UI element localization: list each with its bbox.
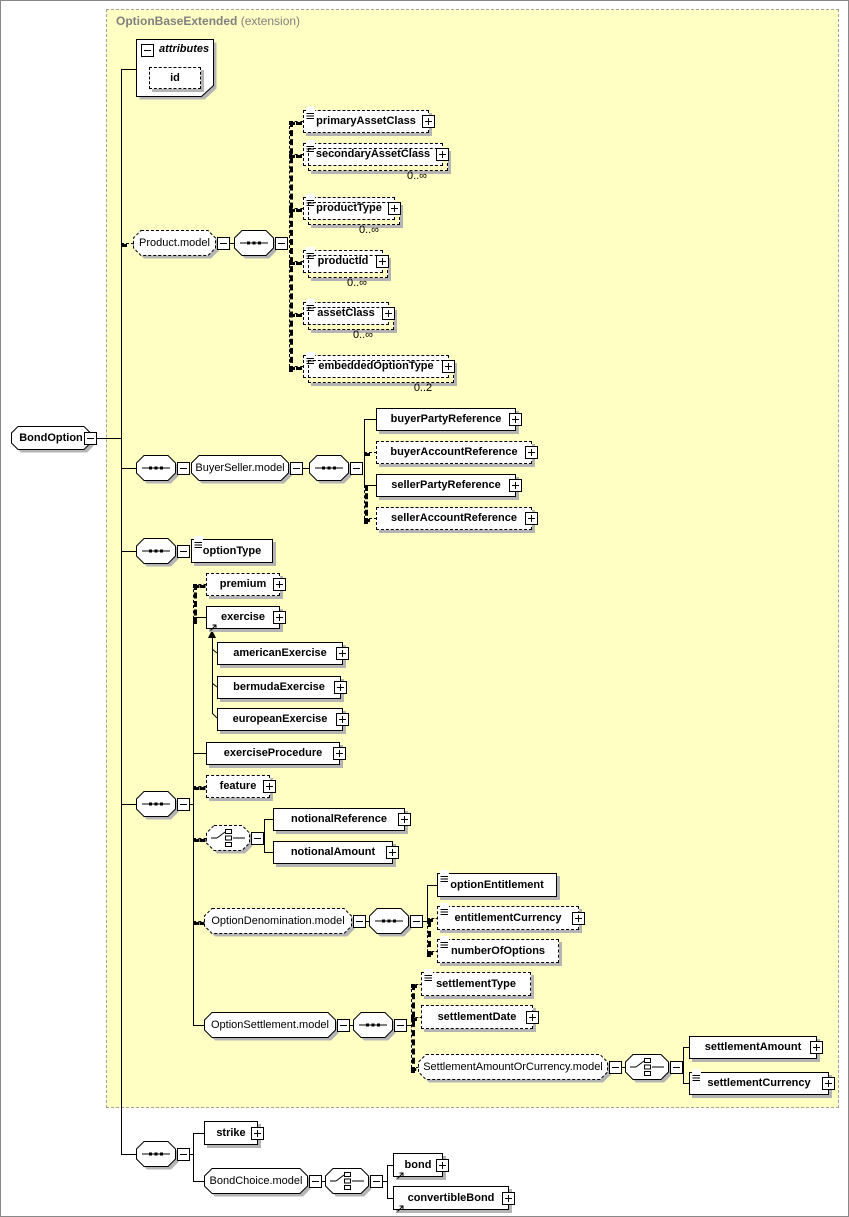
expand-icon[interactable]: [436, 1159, 449, 1172]
sequence-option-denomination-sequence[interactable]: [369, 908, 409, 934]
element-settlement-currency-label: settlementCurrency: [707, 1077, 811, 1089]
connector-line: [683, 1047, 684, 1083]
element-product-id[interactable]: [303, 250, 383, 273]
connector-line: [121, 69, 136, 70]
attributes-label: attributes: [159, 43, 210, 55]
model-group-buyer-seller-model[interactable]: [191, 455, 289, 481]
choice-bond-choice[interactable]: [325, 1168, 369, 1194]
expand-icon[interactable]: [422, 115, 435, 128]
element-option-type-label: optionType: [202, 545, 262, 557]
element-premium[interactable]: [206, 573, 280, 596]
element-premium-label: premium: [219, 578, 267, 590]
model-group-settlement-amount-or-currency-model[interactable]: [418, 1054, 608, 1080]
model-group-product-model-label: Product.model: [139, 237, 210, 249]
connector-line: [212, 638, 213, 713]
connector-line: [364, 419, 376, 420]
attribute-id[interactable]: [149, 67, 201, 89]
type-marker-icon: [306, 194, 315, 202]
type-marker-icon: [306, 299, 315, 307]
occurrence-label: 0..2: [413, 382, 433, 394]
element-settlement-date-label: settlementDate: [437, 1011, 517, 1023]
element-number-of-options[interactable]: [437, 939, 559, 963]
connector-line: [427, 885, 437, 886]
expand-icon[interactable]: [572, 912, 585, 925]
expand-icon[interactable]: [526, 1011, 539, 1024]
collapse-icon[interactable]: [309, 1175, 322, 1188]
element-bermuda-exercise-label: bermudaExercise: [233, 681, 325, 693]
attributes-panel[interactable]: [136, 39, 214, 97]
connector-line: [387, 1165, 388, 1198]
connector-line: [121, 468, 136, 469]
collapse-icon[interactable]: [370, 1175, 383, 1188]
extension-title-name: OptionBaseExtended: [116, 14, 238, 28]
expand-icon[interactable]: [336, 713, 349, 726]
expand-icon[interactable]: [525, 512, 538, 525]
element-seller-account-reference[interactable]: [376, 507, 532, 530]
expand-icon[interactable]: [273, 578, 286, 591]
element-strike-label: strike: [216, 1127, 246, 1139]
element-bermuda-exercise[interactable]: [217, 676, 341, 699]
element-exercise-procedure-label: exerciseProcedure: [223, 747, 323, 759]
connector-line: [364, 485, 376, 486]
collapse-icon[interactable]: [290, 462, 303, 475]
collapse-icon[interactable]: [177, 545, 190, 558]
choice-notional-choice[interactable]: [206, 825, 250, 851]
expand-icon[interactable]: [251, 1127, 264, 1140]
element-notional-amount[interactable]: [273, 841, 393, 864]
connector-line: [427, 885, 428, 921]
collapse-icon[interactable]: [410, 915, 423, 928]
element-embedded-option-type-label: embeddedOptionType: [318, 360, 434, 372]
collapse-icon[interactable]: [275, 237, 288, 250]
substitution-arrow-icon: [209, 619, 218, 628]
element-entitlement-currency[interactable]: [437, 906, 579, 930]
expand-icon[interactable]: [502, 1192, 515, 1205]
expand-icon[interactable]: [376, 255, 389, 268]
expand-icon[interactable]: [333, 747, 346, 760]
occurrence-label: 0..∞: [358, 224, 380, 236]
expand-icon[interactable]: [386, 846, 399, 859]
model-group-option-settlement-model-label: OptionSettlement.model: [210, 1019, 329, 1031]
expand-icon[interactable]: [336, 647, 349, 660]
collapse-icon[interactable]: [337, 1019, 350, 1032]
element-european-exercise[interactable]: [217, 708, 343, 731]
element-secondary-asset-class[interactable]: [303, 143, 443, 166]
element-asset-class[interactable]: [303, 302, 389, 325]
element-seller-party-reference[interactable]: [376, 474, 516, 497]
connector-line: [97, 438, 121, 439]
model-group-bond-choice-model-label: BondChoice.model: [209, 1175, 303, 1187]
type-marker-icon: [306, 140, 315, 148]
model-group-product-model[interactable]: [133, 230, 216, 256]
type-marker-icon: [692, 1069, 701, 1077]
connector-line: [193, 1133, 194, 1181]
expand-icon[interactable]: [263, 780, 276, 793]
connector-line: [193, 618, 194, 1025]
connector-line: [289, 121, 293, 372]
type-marker-icon: [424, 969, 433, 977]
model-group-option-settlement-model[interactable]: [204, 1012, 336, 1038]
collapse-icon[interactable]: [353, 915, 366, 928]
collapse-icon[interactable]: [217, 237, 230, 250]
element-product-type[interactable]: [303, 197, 395, 220]
collapse-icon[interactable]: [350, 462, 363, 475]
connector-line: [121, 551, 136, 552]
element-settlement-amount[interactable]: [689, 1036, 817, 1059]
element-notional-reference-label: notionalReference: [291, 813, 387, 825]
expand-icon[interactable]: [442, 360, 455, 373]
connector-line: [264, 819, 273, 820]
expand-icon[interactable]: [810, 1041, 823, 1054]
connector-line: [121, 69, 122, 1154]
element-notional-reference[interactable]: [273, 808, 405, 831]
sequence-option-settlement-sequence[interactable]: [353, 1012, 393, 1038]
occurrence-label: 0..∞: [352, 329, 374, 341]
element-secondary-asset-class-label: secondaryAssetClass: [315, 148, 431, 160]
collapse-icon[interactable]: [670, 1061, 683, 1074]
connector-line: [411, 984, 415, 1073]
substitution-arrow-icon: [396, 1200, 405, 1209]
collapse-icon[interactable]: [177, 798, 190, 811]
element-asset-class-label: assetClass: [317, 307, 375, 319]
element-primary-asset-class[interactable]: [303, 110, 429, 133]
expand-icon[interactable]: [382, 307, 395, 320]
element-exercise-procedure[interactable]: [206, 742, 340, 765]
collapse-icon[interactable]: [394, 1019, 407, 1032]
element-seller-account-reference-label: sellerAccountReference: [391, 512, 517, 524]
expand-icon[interactable]: [388, 202, 401, 215]
connector-line: [193, 1133, 204, 1134]
sequence-buyer-seller-outer-sequence[interactable]: [136, 455, 176, 481]
expand-icon[interactable]: [398, 813, 411, 826]
connector-line: [264, 819, 265, 852]
element-option-entitlement[interactable]: [437, 873, 557, 897]
type-marker-icon: [194, 536, 203, 544]
element-option-entitlement-label: optionEntitlement: [450, 879, 544, 891]
expand-icon[interactable]: [436, 148, 449, 161]
element-convertible-bond[interactable]: [393, 1186, 509, 1210]
element-american-exercise[interactable]: [217, 642, 343, 665]
type-marker-icon: [440, 870, 449, 878]
occurrence-label: 0..∞: [346, 277, 368, 289]
element-convertible-bond-label: convertibleBond: [407, 1192, 495, 1204]
element-settlement-type-label: settlementType: [436, 978, 516, 990]
attribute-id-label: id: [170, 72, 180, 84]
connector-line: [264, 852, 273, 853]
element-american-exercise-label: americanExercise: [233, 647, 327, 659]
sequence-main-sequence[interactable]: [136, 791, 176, 817]
element-bond-option-label: BondOption: [19, 432, 83, 444]
type-marker-icon: [306, 107, 315, 115]
collapse-icon[interactable]: [177, 1148, 190, 1161]
connector-line: [193, 753, 206, 754]
element-european-exercise-label: europeanExercise: [232, 713, 328, 725]
element-settlement-currency[interactable]: [689, 1072, 829, 1095]
collapse-icon[interactable]: [251, 832, 264, 845]
element-buyer-party-reference-label: buyerPartyReference: [390, 413, 502, 425]
extension-title: [116, 14, 300, 28]
element-seller-party-reference-label: sellerPartyReference: [391, 479, 501, 491]
element-strike[interactable]: [204, 1121, 258, 1145]
expand-icon[interactable]: [822, 1077, 835, 1090]
collapse-icon[interactable]: [141, 44, 154, 57]
type-marker-icon: [306, 247, 315, 255]
model-group-bond-choice-model[interactable]: [204, 1168, 308, 1194]
substitution-arrow-icon: [396, 1167, 405, 1176]
element-number-of-options-label: numberOfOptions: [450, 945, 546, 957]
element-exercise-label: exercise: [220, 611, 266, 623]
sequence-product-sequence[interactable]: [234, 230, 274, 256]
model-group-buyer-seller-model-label: BuyerSeller.model: [195, 462, 285, 474]
element-feature[interactable]: [206, 775, 270, 798]
element-bond-option[interactable]: [11, 426, 91, 450]
element-settlement-amount-label: settlementAmount: [704, 1041, 802, 1053]
type-marker-icon: [306, 352, 315, 360]
collapse-icon[interactable]: [84, 432, 97, 445]
element-buyer-party-reference[interactable]: [376, 408, 516, 431]
occurrence-label: 0..∞: [406, 170, 428, 182]
element-bond-label: bond: [404, 1159, 432, 1171]
element-product-type-label: productType: [316, 202, 382, 214]
connector-line: [121, 1154, 136, 1155]
expand-icon[interactable]: [525, 446, 538, 459]
model-group-option-denomination-model-label: OptionDenomination.model: [211, 915, 345, 927]
connector-line: [193, 617, 206, 618]
type-marker-icon: [440, 903, 449, 911]
extension-title-kind: (extension): [237, 14, 301, 28]
sequence-bottom-sequence[interactable]: [136, 1141, 176, 1167]
expand-icon[interactable]: [334, 681, 347, 694]
element-feature-label: feature: [219, 780, 257, 792]
element-settlement-date[interactable]: [421, 1005, 533, 1029]
element-exercise[interactable]: [206, 606, 280, 629]
element-notional-amount-label: notionalAmount: [290, 846, 376, 858]
element-option-type[interactable]: [191, 539, 273, 563]
element-entitlement-currency-label: entitlementCurrency: [454, 912, 562, 924]
expand-icon[interactable]: [273, 611, 286, 624]
element-product-id-label: productId: [317, 255, 369, 267]
collapse-icon[interactable]: [177, 462, 190, 475]
model-group-option-denomination-model[interactable]: [204, 908, 352, 934]
collapse-icon[interactable]: [609, 1061, 622, 1074]
connector-line: [121, 804, 136, 805]
element-buyer-account-reference-label: buyerAccountReference: [390, 446, 518, 458]
sequence-buyer-seller-inner-sequence[interactable]: [309, 455, 349, 481]
sequence-option-type-sequence[interactable]: [136, 538, 176, 564]
element-buyer-account-reference[interactable]: [376, 441, 532, 464]
expand-icon[interactable]: [509, 479, 522, 492]
element-embedded-option-type[interactable]: [303, 355, 449, 378]
element-primary-asset-class-label: primaryAssetClass: [316, 115, 416, 127]
connector-line: [193, 1181, 204, 1182]
type-marker-icon: [440, 936, 449, 944]
expand-icon[interactable]: [509, 413, 522, 426]
model-group-settlement-amount-or-currency-model-label: SettlementAmountOrCurrency.model: [423, 1061, 603, 1073]
element-settlement-type[interactable]: [421, 972, 531, 996]
choice-settlement-amount-or-currency-choice[interactable]: [625, 1054, 669, 1080]
